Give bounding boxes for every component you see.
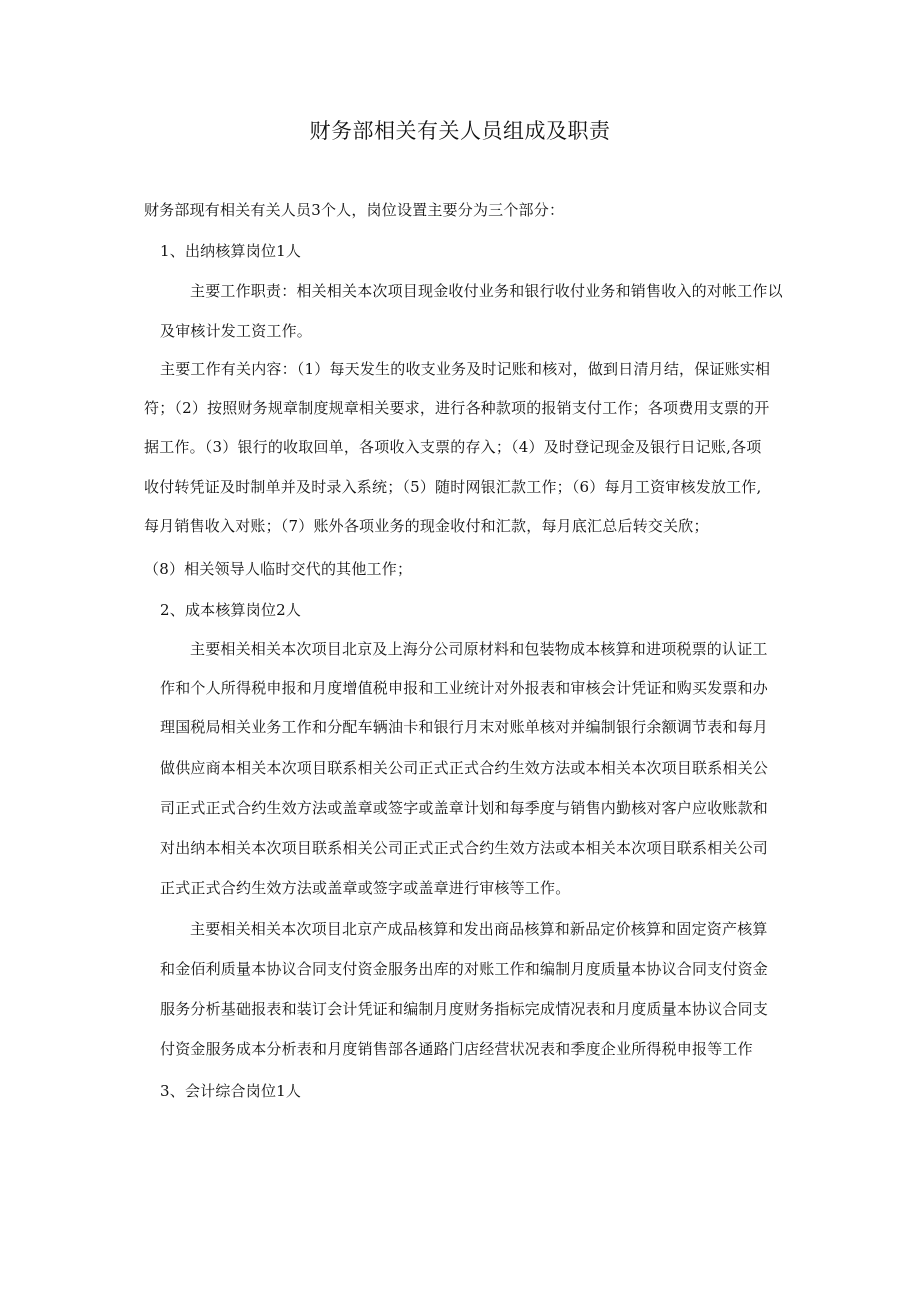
- section1-heading: 1、出纳核算岗位1人: [160, 242, 302, 260]
- section2-paragraph1-line: 理国税局相关业务工作和分配车辆油卡和银行月末对账单核对并编制银行余额调节表和每月: [160, 718, 769, 736]
- section2-paragraph2-line: 主要相关相关本次项目北京产成品核算和发出商品核算和新品定价核算和固定资产核算: [190, 920, 768, 938]
- section2-paragraph1-line: 正式正式合约生效方法或盖章或签字或盖章进行审核等工作。: [160, 879, 571, 897]
- section2-paragraph1-line: 对出纳本相关本次项目联系相关公司正式正式合约生效方法或本相关本次项目联系相关公司: [160, 839, 769, 857]
- section2-paragraph2-line: 服务分析基础报表和装订会计凭证和编制月度财务指标完成情况表和月度质量本协议合同支: [160, 1000, 769, 1018]
- page-title: 财务部相关有关人员组成及职责: [309, 119, 611, 143]
- section2-paragraph1-line: 主要相关相关本次项目北京及上海分公司原材料和包装物成本核算和进项税票的认证工: [190, 640, 768, 658]
- section2-paragraph1-line: 做供应商本相关本次项目联系相关公司正式正式合约生效方法或本相关本次项目联系相关公: [160, 759, 769, 777]
- section3-heading: 3、会计综合岗位1人: [160, 1082, 302, 1100]
- intro-text: 财务部现有相关有关人员3个人，岗位设置主要分为三个部分：: [144, 201, 565, 219]
- section1-duties-line: 主要工作职责：相关相关本次项目现金收付业务和银行收付业务和销售收入的对帐工作以: [190, 282, 783, 300]
- section1-content-line: 符；（2）按照财务规章制度规章相关要求，进行各种款项的报销支付工作；各项费用支票的开: [144, 399, 770, 417]
- section2-paragraph1-line: 作和个人所得税申报和月度增值税申报和工业统计对外报表和审核会计凭证和购买发票和办: [160, 679, 769, 697]
- section2-paragraph2-line: 和金佰利质量本协议合同支付资金服务出库的对账工作和编制月度质量本协议合同支付资金: [160, 960, 769, 978]
- section2-paragraph1-line: 司正式正式合约生效方法或盖章或签字或盖章计划和每季度与销售内勤核对客户应收账款和: [160, 799, 769, 817]
- section1-content-line: 每月销售收入对账；（7）账外各项业务的现金收付和汇款，每月底汇总后转交关欣；: [144, 517, 709, 535]
- section1-content-line: （8）相关领导人临时交代的其他工作；: [144, 560, 413, 578]
- section1-duties-line: 及审核计发工资工作。: [160, 322, 313, 340]
- section2-paragraph2-line: 付资金服务成本分析表和月度销售部各通路门店经营状况表和季度企业所得税申报等工作: [160, 1040, 753, 1058]
- section1-content-line: 主要工作有关内容：（1）每天发生的收支业务及时记账和核对，做到日清月结，保证账实相: [160, 360, 771, 378]
- section2-heading: 2、成本核算岗位2人: [160, 601, 302, 619]
- section1-content-line: 据工作。（3）银行的收取回单，各项收入支票的存入；（4）及时登记现金及银行日记账,各项: [144, 438, 762, 456]
- section1-content-line: 收付转凭证及时制单并及时录入系统；（5）随时网银汇款工作；（6）每月工资审核发放工作,: [144, 478, 762, 496]
